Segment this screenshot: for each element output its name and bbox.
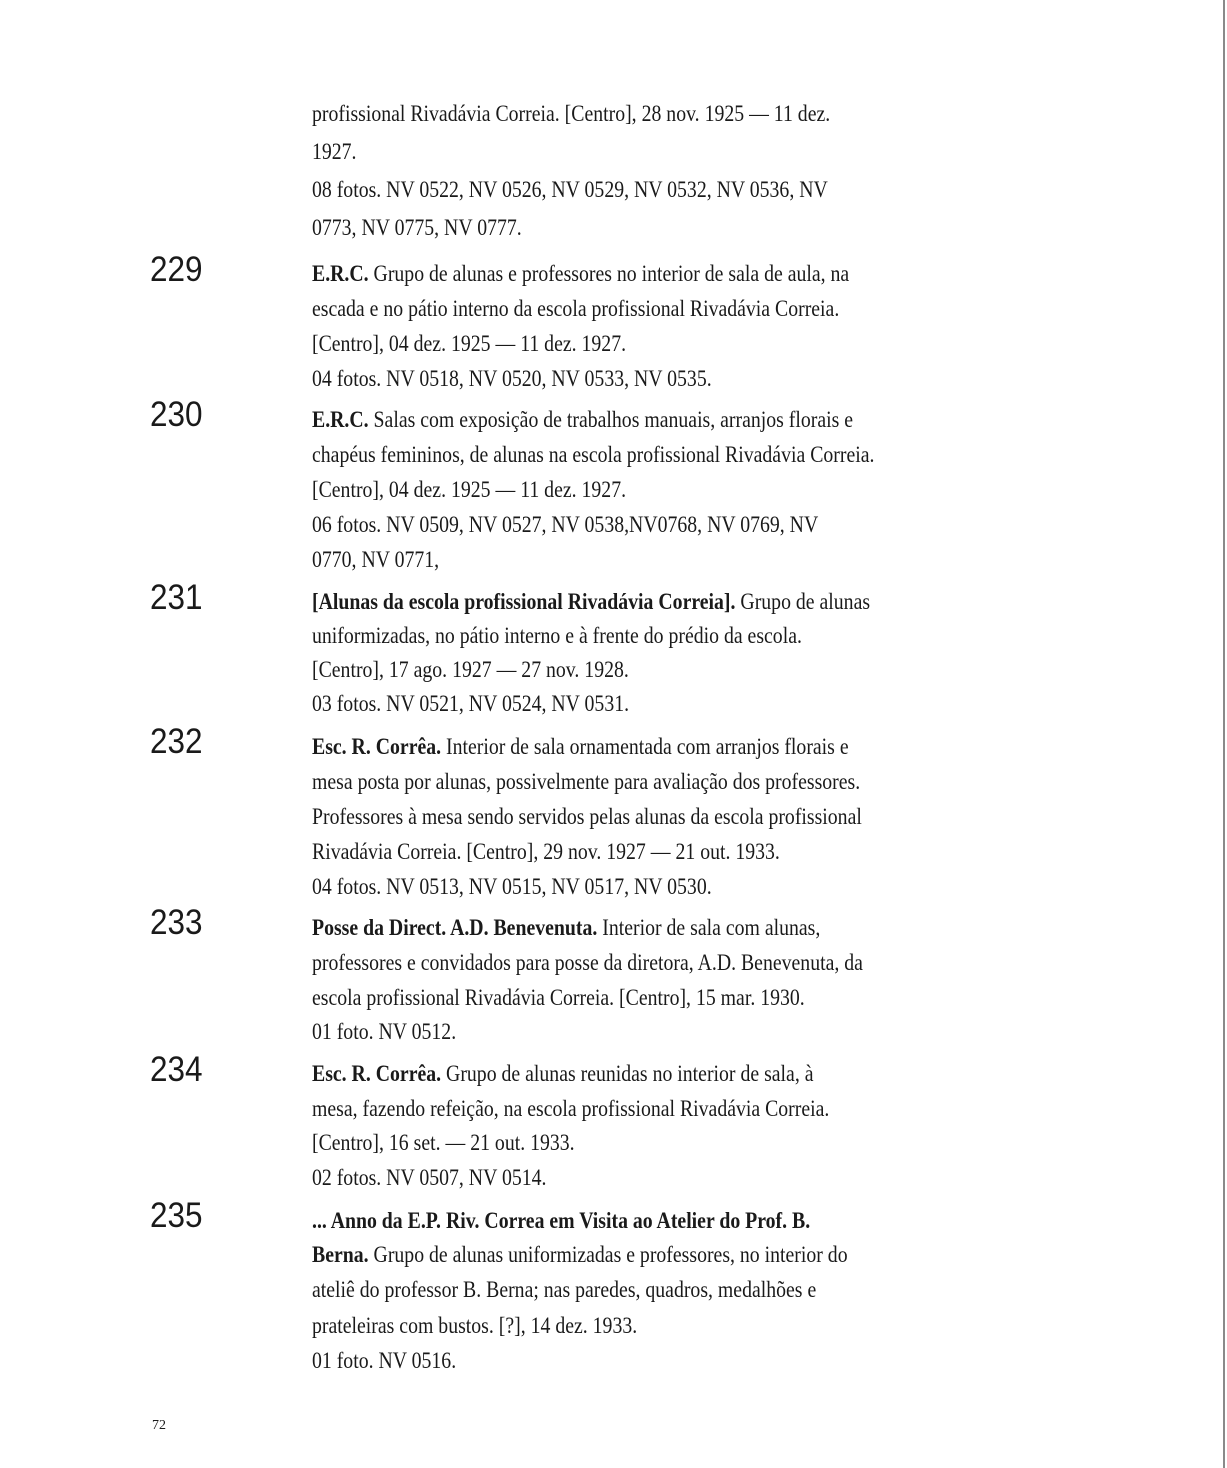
entry-number: 229 [150, 250, 203, 289]
entry-line [312, 657, 629, 683]
entry-line [312, 985, 805, 1011]
entry-title: ... Anno da E.P. Riv. Correa em Visita ao Atelier do Prof. B. [312, 1208, 811, 1233]
entry-text: 06 fotos. NV 0509, NV 0527, NV 0538,NV0768, NV 0769, NV [312, 512, 819, 537]
entry-number: 234 [150, 1050, 203, 1089]
entry-number: 230 [150, 395, 203, 434]
entry-title: Posse da Direct. A.D. Benevenuta. [312, 915, 598, 940]
entry-line [312, 366, 712, 392]
entry-line [312, 1165, 546, 1191]
entry-line [312, 1313, 637, 1339]
entry-text: uniformizadas, no pátio interno e à frente do prédio da escola. [312, 623, 802, 648]
entry-text: professores e convidados para posse da diretora, A.D. Benevenuta, da [312, 950, 863, 975]
entry-text: 02 fotos. NV 0507, NV 0514. [312, 1165, 547, 1190]
entry-line [312, 477, 626, 503]
entry-title: [Alunas da escola profissional Rivadávia Correia]. [312, 589, 736, 614]
entry-text: Grupo de alunas [735, 589, 871, 614]
entry-text: 04 fotos. NV 0513, NV 0515, NV 0517, NV 0530. [312, 874, 712, 899]
entry-line [312, 839, 780, 865]
entry-line [312, 769, 860, 795]
entry-line [312, 734, 849, 760]
entry-line [312, 331, 626, 357]
entry-text: [Centro], 17 ago. 1927 — 27 nov. 1928. [312, 657, 629, 682]
entry-line [312, 1242, 848, 1268]
entry-text: Professores à mesa sendo servidos pelas alunas da escola profissional [312, 804, 862, 829]
entry-title: E.R.C. [312, 407, 369, 432]
entry-line [312, 547, 439, 573]
entry-line [312, 1208, 810, 1234]
continuation-line: profissional Rivadávia Correia. [Centro], 28 nov. 1925 — 11 dez. [312, 101, 831, 126]
entry-text: Interior de sala ornamentada com arranjos florais e [441, 734, 849, 759]
entry-line [312, 623, 802, 649]
continuation-line: 1927. [312, 139, 357, 164]
entry-line [312, 1096, 829, 1122]
entry-line [312, 1348, 456, 1374]
entry-text: Interior de sala com alunas, [597, 915, 821, 940]
entry-number: 233 [150, 903, 203, 942]
entry-text: ateliê do professor B. Berna; nas paredes, quadros, medalhões e [312, 1277, 817, 1302]
entry-text: escada e no pátio interno da escola profissional Rivadávia Correia. [312, 296, 840, 321]
entry-line [312, 512, 818, 538]
entry-line [312, 874, 712, 900]
page-number: 72 [152, 1418, 166, 1433]
entry-text: mesa posta por alunas, possivelmente para avaliação dos professores. [312, 769, 861, 794]
entry-text: 0770, NV 0771, [312, 547, 440, 572]
entry-text: 04 fotos. NV 0518, NV 0520, NV 0533, NV 0535. [312, 366, 712, 391]
entry-text: Rivadávia Correia. [Centro], 29 nov. 1927 — 21 out. 1933. [312, 839, 780, 864]
entry-line [312, 296, 839, 322]
entry-text: Salas com exposição de trabalhos manuais, arranjos florais e [368, 407, 854, 432]
entry-text: [Centro], 04 dez. 1925 — 11 dez. 1927. [312, 331, 627, 356]
entry-title: Esc. R. Corrêa. [312, 1061, 442, 1086]
entry-line [312, 442, 874, 468]
entry-number: 232 [150, 722, 203, 761]
entry-text: escola profissional Rivadávia Correia. [Centro], 15 mar. 1930. [312, 985, 805, 1010]
entry-title: E.R.C. [312, 261, 369, 286]
entry-title: Berna. [312, 1242, 369, 1267]
entry-text: Grupo de alunas uniformizadas e professores, no interior do [368, 1242, 848, 1267]
entry-line [312, 691, 629, 717]
entry-line [312, 1019, 456, 1045]
entry-line [312, 1061, 814, 1087]
entry-line [312, 915, 820, 941]
entry-text: [Centro], 16 set. — 21 out. 1933. [312, 1130, 575, 1155]
entry-line [312, 1277, 816, 1303]
entry-number: 235 [150, 1196, 203, 1235]
entry-line [312, 804, 862, 830]
entry-text: mesa, fazendo refeição, na escola profissional Rivadávia Correia. [312, 1096, 830, 1121]
continuation-line: 08 fotos. NV 0522, NV 0526, NV 0529, NV 0532, NV 0536, NV [312, 177, 828, 202]
entry-text: 01 foto. NV 0516. [312, 1348, 457, 1373]
entry-line [312, 589, 870, 615]
entry-line [312, 950, 863, 976]
entry-text: Grupo de alunas e professores no interior de sala de aula, na [368, 261, 850, 286]
continuation-line: 0773, NV 0775, NV 0777. [312, 215, 522, 240]
entry-number: 231 [150, 578, 203, 617]
entry-line [312, 261, 849, 287]
entry-title: Esc. R. Corrêa. [312, 734, 442, 759]
entry-text: Grupo de alunas reunidas no interior de sala, à [441, 1061, 814, 1086]
entry-text: 01 foto. NV 0512. [312, 1019, 457, 1044]
entry-text: 03 fotos. NV 0521, NV 0524, NV 0531. [312, 691, 630, 716]
entry-text: [Centro], 04 dez. 1925 — 11 dez. 1927. [312, 477, 627, 502]
page-edge-line [1223, 0, 1225, 1468]
entry-line [312, 1130, 575, 1156]
entry-line [312, 407, 853, 433]
entry-text: prateleiras com bustos. [?], 14 dez. 1933. [312, 1313, 638, 1338]
entry-text: chapéus femininos, de alunas na escola profissional Rivadávia Correia. [312, 442, 875, 467]
